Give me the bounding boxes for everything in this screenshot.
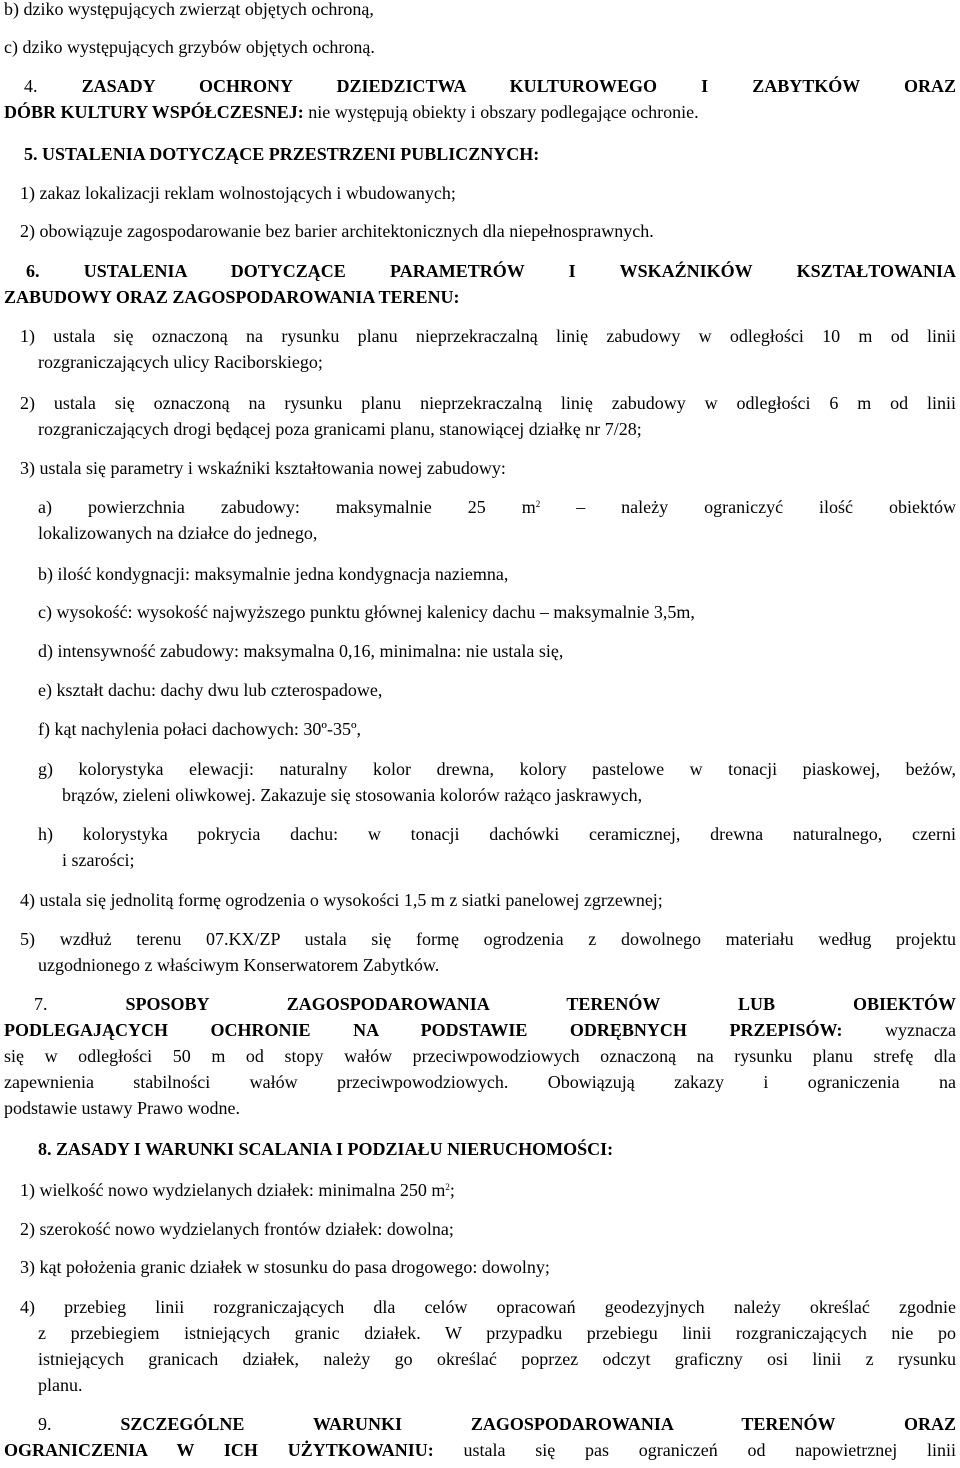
sub-item-h: h) kolorystyka pokrycia dachu: w tonacji dachówki ceramicznej, drewna naturalnego, czerni xyxy=(38,824,956,844)
list-item: 1) wielkość nowo wydzielanych działek: minimalna 250 $m^2$; xyxy=(20,1180,455,1200)
section-7-text: zapewnienia stabilności wałów przeciwpowodziowych. Obowiązują zakazy i ograniczenia na xyxy=(4,1072,956,1092)
section-7-text: się w odległości 50 m od stopy wałów przeciwpowodziowych oznaczoną na rysunku planu strefę dla xyxy=(4,1046,956,1066)
sub-item-g: g) kolorystyka elewacji: naturalny kolor drewna, kolory pastelowe w tonacji piaskowej, beżów, xyxy=(38,759,956,779)
section-9-heading: 9. SZCZEGÓLNE WARUNKI ZAGOSPODAROWANIA TERENÓW ORAZ xyxy=(38,1414,956,1434)
list-item: 4) przebieg linii rozgraniczających dla celów opracowań geodezyjnych należy określać zgodnie xyxy=(20,1297,956,1317)
list-item-cont: rozgraniczających drogi będącej poza granicami planu, stanowiącej działkę nr 7/28; xyxy=(38,419,642,439)
sub-item-c: c) wysokość: wysokość najwyższego punktu głównej kalenicy dachu – maksymalnie 3,5m, xyxy=(38,602,695,622)
list-item: 1) ustala się oznaczoną na rysunku planu nieprzekraczalną linię zabudowy w odległości 10 m od linii xyxy=(20,326,956,346)
list-item-cont: planu. xyxy=(38,1375,83,1395)
list-item: 3) ustala się parametry i wskaźniki kształtowania nowej zabudowy: xyxy=(20,458,506,478)
section-8-heading: 8. ZASADY I WARUNKI SCALANIA I PODZIAŁU NIERUCHOMOŚCI: xyxy=(38,1139,614,1159)
list-item: 2) ustala się oznaczoną na rysunku planu nieprzekraczalną linię zabudowy w odległości 6 m od linii xyxy=(20,393,956,413)
sub-item-h-cont: i szarości; xyxy=(62,850,135,870)
sub-item-g-cont: brązów, zieleni oliwkowej. Zakazuje się stosowania kolorów rażąco jaskrawych, xyxy=(62,785,643,805)
section-7-text: podstawie ustawy Prawo wodne. xyxy=(4,1098,240,1118)
list-item: 5) wzdłuż terenu 07.KX/ZP ustala się formę ogrodzenia z dowolnego materiału według projektu xyxy=(20,929,956,949)
sub-item-b: b) ilość kondygnacji: maksymalnie jedna kondygnacja naziemna, xyxy=(38,564,509,584)
section-7-heading: 7. SPOSOBY ZAGOSPODAROWANIA TERENÓW LUB OBIEKTÓW xyxy=(34,994,956,1014)
list-item: 3) kąt położenia granic działek w stosunku do pasa drogowego: dowolny; xyxy=(20,1257,550,1277)
sub-item-a: a) powierzchnia zabudowy: maksymalnie 25 $m^2$ – należy ograniczyć ilość obiektów xyxy=(38,497,956,517)
section-5-heading: 5. USTALENIA DOTYCZĄCE PRZESTRZENI PUBLICZNYCH: xyxy=(24,144,540,164)
sub-item-d: d) intensywność zabudowy: maksymalna 0,16, minimalna: nie ustala się, xyxy=(38,641,564,661)
list-item: 2) obowiązuje zagospodarowanie bez barier architektonicznych dla niepełnosprawnych. xyxy=(20,221,654,241)
section-6-heading-cont: ZABUDOWY ORAZ ZAGOSPODAROWANIA TERENU: xyxy=(4,287,460,307)
sub-item-f: f) kąt nachylenia połaci dachowych: 30º-35º, xyxy=(38,719,362,739)
list-item-cont: istniejących granicach działek, należy go określać poprzez odczyt graficzny osi linii z rysunku xyxy=(38,1349,956,1369)
list-item: 1) zakaz lokalizacji reklam wolnostojących i wbudowanych; xyxy=(20,183,456,203)
sub-item-a-cont: lokalizowanych na działce do jednego, xyxy=(38,523,318,543)
section-7-text: PODLEGAJĄCYCH OCHRONIE NA PODSTAWIE ODRĘBNYCH PRZEPISÓW: wyznacza xyxy=(4,1020,956,1040)
list-item: b) dziko występujących zwierząt objętych ochroną, xyxy=(4,0,374,19)
list-item: 2) szerokość nowo wydzielanych frontów działek: dowolna; xyxy=(20,1219,454,1239)
section-4-heading: 4. ZASADY OCHRONY DZIEDZICTWA KULTUROWEGO I ZABYTKÓW ORAZ xyxy=(24,76,956,96)
section-9-text: OGRANICZENIA W ICH UŻYTKOWANIU: ustala się pas ograniczeń od napowietrznej linii xyxy=(4,1440,956,1460)
section-6-heading: 6. USTALENIA DOTYCZĄCE PARAMETRÓW I WSKAŹNIKÓW KSZTAŁTOWANIA xyxy=(26,261,956,281)
list-item-cont: z przebiegiem istniejących granic działek. W przypadku przebiegu linii rozgraniczających nie po xyxy=(38,1323,956,1343)
list-item: c) dziko występujących grzybów objętych ochroną. xyxy=(4,37,375,57)
sub-item-e: e) kształt dachu: dachy dwu lub czterospadowe, xyxy=(38,680,383,700)
list-item: 4) ustala się jednolitą formę ogrodzenia o wysokości 1,5 m z siatki panelowej zgrzewnej; xyxy=(20,890,663,910)
list-item-cont: uzgodnionego z właściwym Konserwatorem Zabytków. xyxy=(38,955,440,975)
list-item-cont: rozgraniczających ulicy Raciborskiego; xyxy=(38,352,323,372)
section-4-text: DÓBR KULTURY WSPÓŁCZESNEJ: nie występują obiekty i obszary podlegające ochronie. xyxy=(4,102,699,122)
